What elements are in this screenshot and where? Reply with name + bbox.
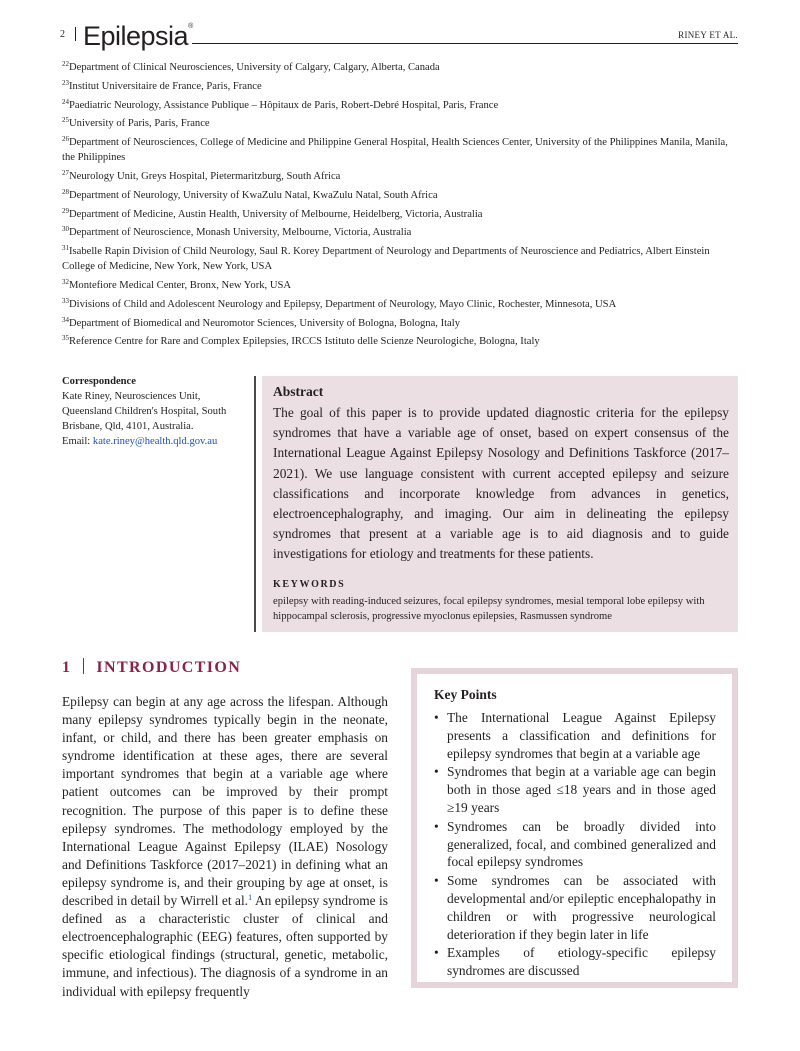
affiliation — [62, 244, 742, 274]
affiliation — [62, 207, 742, 222]
key-point-item — [434, 709, 716, 762]
email-link[interactable]: kate.riney@health.qld.gov.au — [92, 436, 218, 447]
key-point-text: Some syndromes can be associated with developmental and/or epileptic encephalopathy in children or with progressive neurological deterioration if they begin later in life — [447, 873, 716, 942]
affiliation-number: 26 — [62, 135, 69, 144]
key-point-item — [434, 818, 716, 871]
affiliation — [62, 334, 742, 349]
affiliation — [62, 98, 742, 113]
affiliation-text: Reference Centre for Rare and Complex Epilepsies, IRCCS Istituto delle Scienze Neurologiche, Bologna, Italy — [69, 336, 540, 348]
key-point-text: The International League Against Epilepsy presents a classification and definitions for epilepsy syndromes that begin at a variable age — [447, 710, 716, 761]
affiliation — [62, 169, 742, 184]
abstract-body: The goal of this paper is to provide updated diagnostic criteria for the epilepsy syndromes that have a variable age of onset, based on expert consensus of the International League Against Epilepsy Nosology and Definitions Taskforce (2017–2021). We use language consistent with current accepted epilepsy and seizure classifications and incorporate knowledge from advances in genetics, electroencephalography, and imaging. Our aim in delineating the epilepsy syndromes that present at a variable age is to aid diagnosis and to guide investigations for etiology and treatments for these patients. — [273, 405, 729, 562]
affiliation-number: 35 — [62, 334, 69, 343]
affiliation-text: Divisions of Child and Adolescent Neurology and Epilepsy, Department of Neurology, Mayo Clinic, Rochester, Minnesota, USA — [69, 298, 617, 310]
affiliation — [62, 116, 742, 131]
bullet-icon: • — [434, 873, 439, 889]
affiliation-text: Department of Neurology, University of KwaZulu Natal, KwaZulu Natal, South Africa — [69, 189, 438, 201]
header-divider — [75, 27, 76, 41]
key-point-item — [434, 944, 716, 980]
header-rule — [192, 43, 738, 44]
affiliation-number: 34 — [62, 315, 69, 324]
keywords-text: epilepsy with reading-induced seizures, focal epilepsy syndromes, mesial temporal lobe epilepsy with hippocampal sclerosis, progressive myoclonus epilepsies, Rasmussen syndrome — [273, 595, 705, 623]
intro-text-continued: An epilepsy syndrome is defined as a characteristic cluster of clinical and electroencephalographic (EEG) features, often supported by specific etiological findings (structural, genetic, metabolic, immune, and infectious). The diagnosis of a syndrome in an individual with epilepsy frequently — [62, 893, 388, 999]
affiliation-text: Montefiore Medical Center, Bronx, New York, USA — [69, 279, 292, 291]
key-point-text: Syndromes that begin at a variable age can begin both in those aged ≤18 years and in those aged ≥19 years — [447, 764, 716, 815]
key-point-text: Examples of etiology-specific epilepsy syndromes are discussed — [447, 945, 716, 979]
section-number: 1 — [62, 659, 72, 676]
affiliation-number: 32 — [62, 277, 69, 286]
section-divider — [83, 658, 84, 674]
abstract-box — [262, 376, 738, 632]
registered-mark: ® — [188, 23, 193, 30]
affiliation-number: 23 — [62, 78, 69, 87]
key-point-item — [434, 872, 716, 943]
affiliation-number: 28 — [62, 187, 69, 196]
correspondence-line: Brisbane, Qld, 4101, Australia. — [62, 421, 194, 432]
introduction-paragraph — [62, 693, 388, 1001]
page-number: 2 — [60, 29, 65, 40]
affiliation-text: Department of Neuroscience, Monash University, Melbourne, Victoria, Australia — [69, 227, 412, 239]
affiliation-text: Department of Clinical Neurosciences, University of Calgary, Calgary, Alberta, Canada — [69, 62, 440, 73]
affiliation-text: Department of Neurosciences, College of Medicine and Philippine General Hospital, Health Sciences Center, University of the Philippines Manila, Manila, the Philippines — [62, 137, 728, 164]
email-label: Email: — [62, 436, 93, 447]
affiliation — [62, 188, 742, 203]
bullet-icon: • — [434, 710, 439, 725]
key-point-text: Syndromes can be broadly divided into generalized, focal, and combined generalized and focal epilepsy syndromes — [447, 818, 716, 870]
affiliation-text: Institut Universitaire de France, Paris, France — [69, 80, 262, 92]
affiliation-number: 22 — [62, 60, 69, 68]
affiliation — [62, 316, 742, 331]
affiliation-number: 31 — [62, 244, 69, 253]
reference-link[interactable]: 1 — [248, 892, 253, 903]
key-point-item — [434, 763, 716, 816]
affiliation — [62, 79, 742, 94]
affiliations-list — [62, 60, 742, 353]
key-points-inner — [417, 674, 732, 982]
affiliation-number: 30 — [62, 225, 69, 234]
bullet-icon: • — [434, 945, 439, 961]
key-points-box — [411, 668, 738, 988]
section-title: INTRODUCTION — [96, 659, 242, 676]
page-header — [0, 0, 800, 60]
affiliation-number: 25 — [62, 116, 69, 125]
affiliation — [62, 135, 742, 165]
keywords-title: KEYWORDS — [273, 578, 346, 590]
abstract-title: Abstract — [273, 384, 324, 399]
key-points-list — [434, 709, 716, 980]
bullet-icon: • — [434, 764, 439, 780]
affiliation — [62, 278, 742, 293]
running-head: RINEY ET AL. — [678, 30, 738, 40]
affiliation-text: Department of Biomedical and Neuromotor Sciences, University of Bologna, Bologna, Italy — [69, 317, 460, 329]
correspondence-title: Correspondence — [62, 376, 136, 387]
affiliation-number: 27 — [62, 168, 69, 177]
correspondence-email-line — [62, 434, 247, 449]
correspondence-line: Kate Riney, Neurosciences Unit, — [62, 391, 201, 402]
affiliation-text: Paediatric Neurology, Assistance Publique – Hôpitaux de Paris, Robert-Debré Hospital, Paris, France — [69, 99, 499, 111]
bullet-icon: • — [434, 818, 439, 834]
section-heading — [62, 658, 241, 677]
affiliation-number: 24 — [62, 97, 69, 106]
affiliation-number: 29 — [62, 206, 69, 215]
journal-name: Epilepsia — [83, 21, 189, 51]
affiliation-text: University of Paris, Paris, France — [69, 118, 210, 130]
key-points-title: Key Points — [434, 687, 497, 702]
affiliation — [62, 297, 742, 312]
affiliation-number: 33 — [62, 296, 69, 305]
affiliation — [62, 225, 742, 240]
affiliation — [62, 60, 742, 75]
correspondence-block — [62, 374, 247, 449]
affiliation-text: Neurology Unit, Greys Hospital, Pietermaritzburg, South Africa — [69, 170, 341, 182]
journal-logo — [83, 23, 193, 50]
abstract-side-rule — [254, 376, 256, 632]
affiliation-text: Department of Medicine, Austin Health, University of Melbourne, Heidelberg, Victoria, Australia — [69, 208, 483, 220]
affiliation-text: Isabelle Rapin Division of Child Neurology, Saul R. Korey Department of Neurology and Departments of Neuroscience and Pediatrics, Albert Einstein College of Medicine, New York, New York, USA — [62, 246, 710, 273]
intro-text: Epilepsy can begin at any age across the lifespan. Although many epilepsy syndromes typically begin in the neonate, infant, or child, and there has been greater emphasis on syndrome identification at these ages, there are several important syndromes that begin at a variable age where patient outcomes can be improved by their prompt recognition. The purpose of this paper is to define these epilepsy syndromes. The methodology employed by the International League Against Epilepsy (ILAE) Nosology and Definitions Taskforce (2017–2021) in defining what an epilepsy syndrome is, and their grouping by age at onset, is described in detail by Wirrell et al. — [62, 694, 388, 909]
correspondence-line: Queensland Children's Hospital, South — [62, 406, 227, 417]
